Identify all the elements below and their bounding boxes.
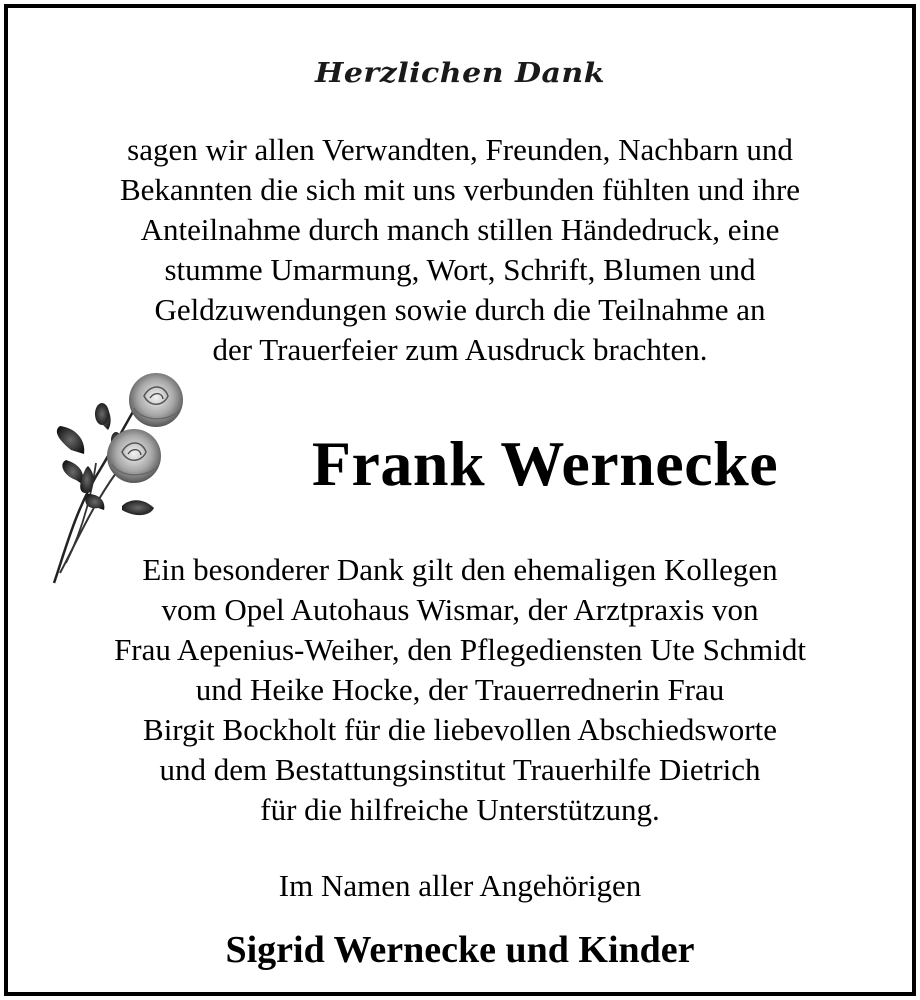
thanks-line: Frau Aepenius-Weiher, den Pflegediensten Ute Schmidt	[114, 632, 806, 667]
intro-line: sagen wir allen Verwandten, Freunden, Nachbarn und	[127, 132, 793, 167]
thanks-line: Ein besonderer Dank gilt den ehemaligen Kollegen	[142, 552, 778, 587]
intro-line: Bekannten die sich mit uns verbunden fühlten und ihre	[119, 172, 801, 207]
notice-heading: Herzlichen Dank	[314, 57, 606, 90]
thanks-line: Birgit Bockholt für die liebevollen Abschiedsworte	[143, 712, 777, 747]
intro-line: Anteilnahme durch manch stillen Händedruck, eine	[140, 212, 780, 247]
closing-line: Im Namen aller Angehörigen	[278, 868, 642, 903]
intro-line: Geldzuwendungen sowie durch die Teilnahme an	[154, 292, 766, 327]
intro-paragraph	[8, 130, 912, 370]
thanks-line: und dem Bestattungsinstitut Trauerhilfe Dietrich	[159, 752, 761, 787]
thanks-line: vom Opel Autohaus Wismar, der Arztpraxis von	[161, 592, 759, 627]
obituary-card	[4, 4, 916, 996]
intro-line: der Trauerfeier zum Ausdruck brachten.	[212, 332, 708, 367]
signature: Sigrid Wernecke und Kinder	[225, 929, 695, 971]
intro-line: stumme Umarmung, Wort, Schrift, Blumen und	[164, 252, 756, 287]
thanks-paragraph	[8, 550, 912, 830]
deceased-name: Frank Wernecke	[311, 428, 779, 499]
thanks-line: für die hilfreiche Unterstützung.	[260, 792, 660, 827]
thanks-line: und Heike Hocke, der Trauerrednerin Frau	[195, 672, 725, 707]
